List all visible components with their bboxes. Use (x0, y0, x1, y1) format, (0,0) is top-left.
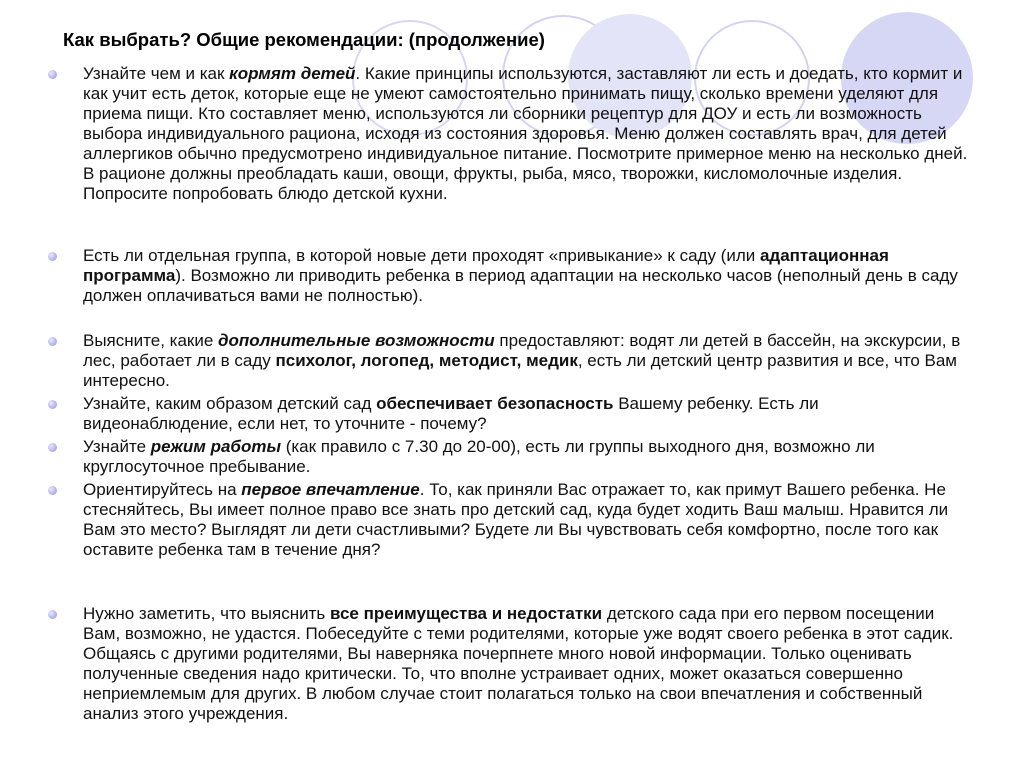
slide-title: Как выбрать? Общие рекомендации: (продолжение) (63, 29, 545, 50)
item-text-part: . То, как приняли Вас отражает то, как примут Вашего ребенка. Не стесняйтесь, Вы имеет полное право все знать про детский сад, куда будет ходить Ваш малыш. Нравится ли Вам это место? Выглядят ли дети счастливыми? Будете ли Вы чувствовать себя комфортно, после того как оставите ребенка там в течение дня? (83, 480, 949, 559)
item-text-part: , есть ли детский центр развития и все, что Вам интересно. (83, 351, 957, 390)
item-text (83, 331, 973, 391)
item-emphasis: психолог, логопед, методист, медик (275, 351, 578, 370)
item-text (83, 604, 973, 724)
item-text-part: Узнайте (83, 437, 151, 456)
item-text-part: . Какие принципы используются, заставляют ли есть и доедать, кто кормит и как учит есть деток, которые еще не умеют самостоятельно принимать пищу, сколько времени уделяют для приема пищи. Кто составляет меню, используются ли сборники рецептур для ДОУ и есть ли возможность выбора индивидуального рациона, исходя из состояния здоровья. Меню должен составлять врач, для детей аллергиков обычно предусмотрено индивидуальное питание. Посмотрите примерное меню на несколько дней. В рационе должны преобладать каши, овощи, фрукты, рыба, мясо, творожки, кисломолочные изделия. Попросите попробовать блюдо детской кухни. (83, 64, 968, 203)
bullet-icon (48, 252, 57, 261)
item-text-part: ). Возможно ли приводить ребенка в период адаптации на несколько часов (неполный день в саду должен оплачиваться вами не полностью). (83, 266, 958, 305)
item-text (83, 480, 973, 560)
item-emphasis: режим работы (150, 437, 281, 456)
list-item (40, 604, 980, 724)
item-text-part: Узнайте чем и как (83, 64, 230, 83)
item-text (83, 437, 973, 477)
item-text (83, 64, 973, 204)
item-emphasis: все преимущества и недостатки (329, 604, 603, 623)
bullet-icon (48, 337, 57, 346)
item-text (83, 246, 973, 306)
item-text-part: предоставляют: водят ли детей в бассейн, на экскурсии, в лес, работает ли в саду (83, 331, 961, 370)
item-emphasis: адаптационная программа (83, 246, 889, 285)
bullet-icon (48, 70, 57, 79)
item-text-part: Есть ли отдельная группа, в которой новые дети проходят «привыкание» к саду (или (83, 246, 760, 265)
list-item (40, 437, 980, 477)
list-item (40, 64, 980, 204)
bullet-icon (48, 443, 57, 452)
item-emphasis: дополнительные возможности (218, 331, 495, 350)
item-text-part: Ориентируйтесь на (83, 480, 242, 499)
item-emphasis: кормят детей (229, 64, 356, 83)
item-text-part: Выясните, какие (83, 331, 219, 350)
list-item (40, 331, 980, 391)
item-text-part: Узнайте, каким образом детский сад (83, 394, 377, 413)
item-emphasis: первое впечатление (241, 480, 420, 499)
list-item (40, 394, 980, 434)
bullet-icon (48, 486, 57, 495)
item-emphasis: обеспечивает безопасность (376, 394, 614, 413)
list-item (40, 246, 980, 306)
bullet-icon (48, 400, 57, 409)
list-item (40, 480, 980, 560)
item-text-part: детского сада при его первом посещении Вам, возможно, не удастся. Побеседуйте с теми родителями, которые уже водят своего ребенка в этот садик. Общаясь с другими родителями, Вы наверняка почерпнете много новой информации. Только оценивать полученные сведения надо критически. То, что вполне устраивает одних, может оказаться совершенно неприемлемым для других. В любом случае стоит полагаться только на свои впечатления и собственный анализ этого учреждения. (83, 604, 954, 723)
item-text (83, 394, 973, 434)
item-text-part: (как правило с 7.30 до 20-00), есть ли группы выходного дня, возможно ли круглосуточное пребывание. (83, 437, 875, 476)
item-text-part: Нужно заметить, что выяснить (83, 604, 330, 623)
item-text-part: Вашему ребенку. Есть ли видеонаблюдение, если нет, то уточните - почему? (83, 394, 819, 433)
bullet-icon (48, 610, 57, 619)
